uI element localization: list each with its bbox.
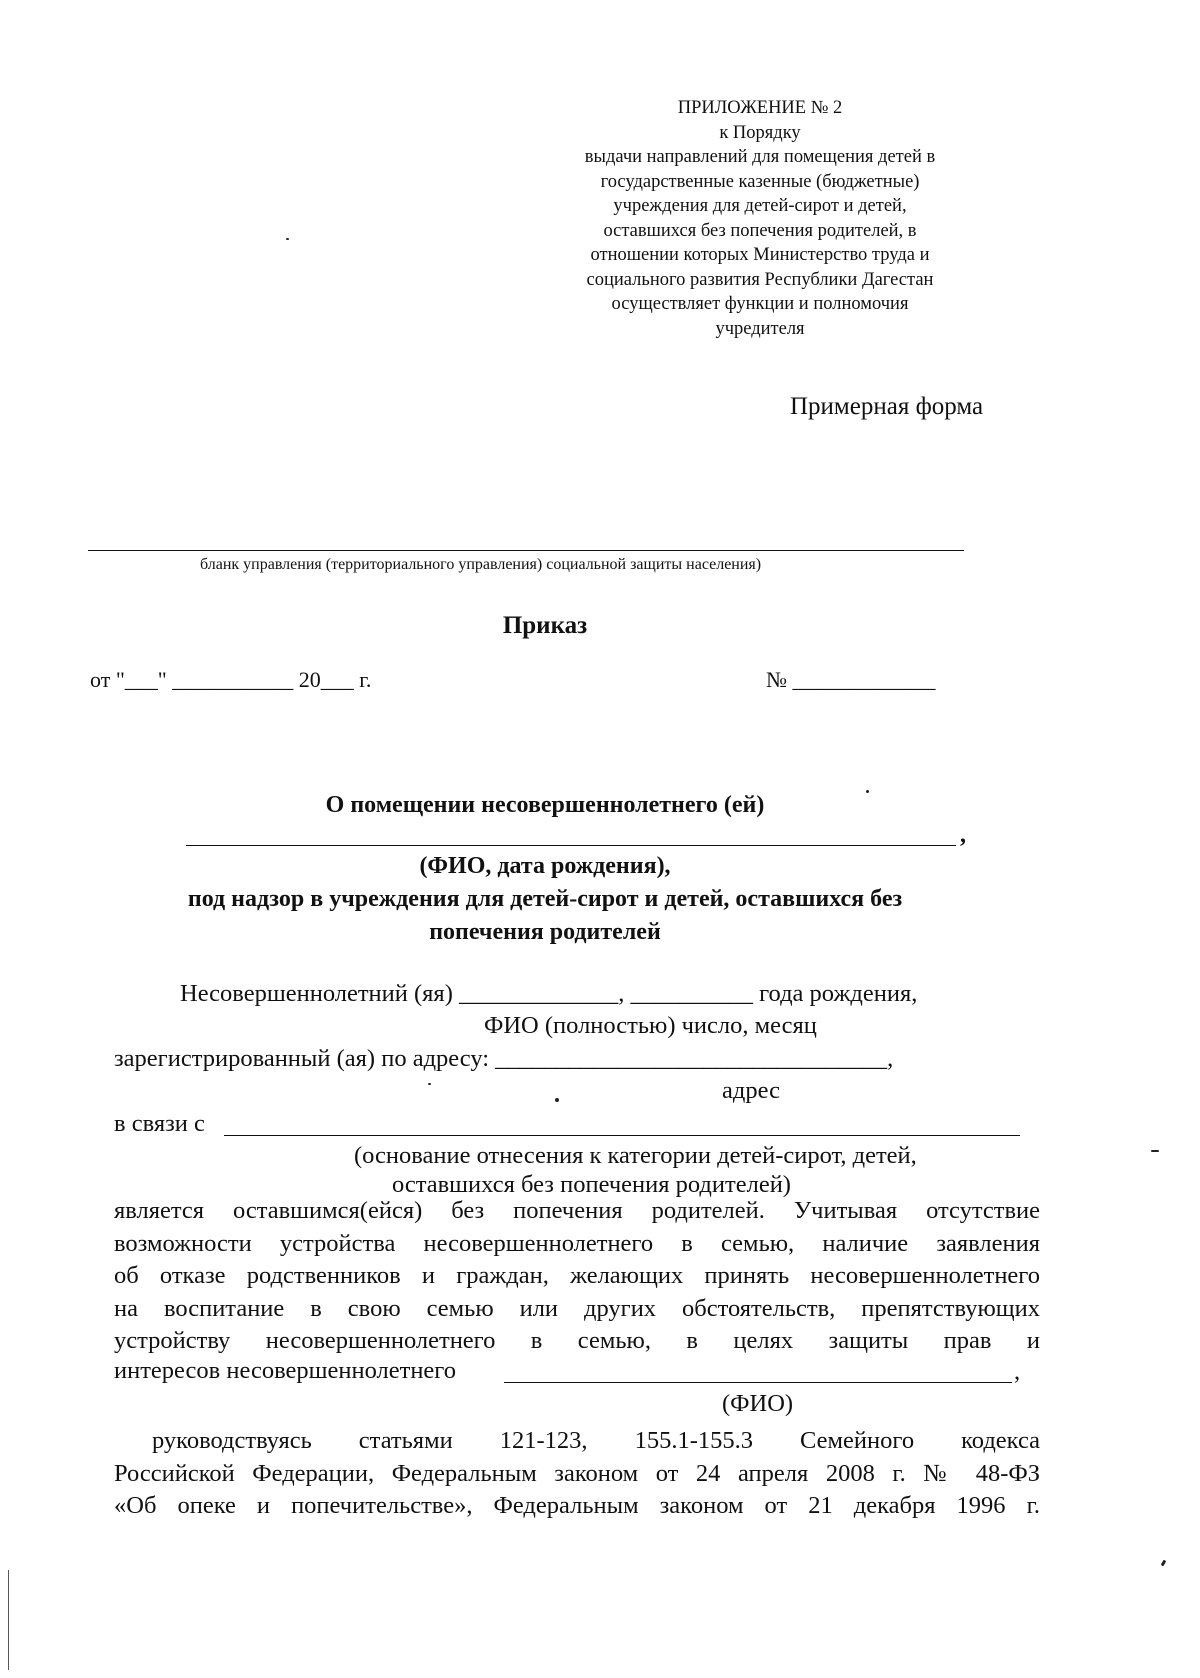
appendix-line: учреждения для детей-сирот и детей, [613,196,907,216]
minor-name-field[interactable]: Несовершеннолетний (яя) _____________, __________ года рождения, [180,980,918,1007]
legal-basis-paragraph [114,1425,1040,1523]
appendix-header [540,96,980,341]
subject-line: попечения родителей [429,919,661,945]
paragraph-line: Российской Федерации, Федеральным законом от 24 апреля 2008 г. № 48-ФЗ [114,1459,1040,1487]
appendix-line: к Порядку [719,122,801,143]
fio-caption: (ФИО) [722,1390,794,1417]
paragraph-line: руководствуясь статьями 121-123, 155.1-155.3 Семейного кодекса [152,1427,1040,1454]
scan-speck [1151,1150,1159,1152]
appendix-line: оставшихся без попечения родителей, в [603,220,917,241]
appendix-line: ПРИЛОЖЕНИЕ № 2 [677,98,843,118]
comma-mark: , [960,822,966,848]
paragraph-line: устройству несовершеннолетнего в семью, в целях защиты прав и [114,1327,1040,1354]
subject-fio-caption: (ФИО, дата рождения), [419,853,671,879]
basis-caption: (основание отнесения к категории детей-сирот, детей, [354,1142,917,1169]
order-number-field[interactable]: № _____________ [766,667,936,692]
scan-speck [555,1098,559,1102]
paragraph-line: является оставшимся(ейся) без попечения родителей. Учитывая отсутствие [114,1197,1040,1224]
appendix-line: социального развития Республики Дагестан [586,269,934,290]
sample-form-label: Примерная форма [790,393,984,420]
basis-label: в связи с [114,1110,205,1137]
interests-fio-field[interactable] [504,1382,1012,1383]
paragraph-line: возможности устройства несовершеннолетнего в семью, наличие заявления [114,1229,1040,1257]
minor-name-caption: ФИО (полностью) число, месяц [484,1012,817,1039]
subject-title: О помещении несовершеннолетнего (ей) [325,792,765,818]
appendix-line: выдачи направлений для помещения детей в [584,147,936,167]
body-paragraph [114,1195,1040,1358]
appendix-line: государственные казенные (бюджетные) [600,171,920,192]
scan-speck [866,790,869,793]
scan-speck [286,238,289,240]
paragraph-line: об отказе родственников и граждан, желающих принять несовершеннолетнего [114,1262,1040,1289]
interests-label: интересов несовершеннолетнего [114,1357,456,1384]
appendix-line: учредителя [715,318,805,339]
scan-margin-line [8,1570,9,1670]
letterhead-rule [88,550,964,551]
address-caption: адрес [722,1077,780,1104]
order-title: Приказ [502,612,588,639]
comma-mark: , [1014,1358,1021,1385]
scan-speck [428,1083,431,1085]
appendix-line: осуществляет функции и полномочия [611,294,909,314]
registered-address-field[interactable]: зарегистрированный (ая) по адресу: ________________________________, [114,1045,894,1072]
child-name-rule[interactable] [186,845,956,846]
paragraph-line: на воспитание в свою семью или других обстоятельств, препятствующих [114,1294,1040,1322]
basis-caption: оставшихся без попечения родителей) [392,1171,791,1198]
letterhead-caption: бланк управления (территориального управления) социальной защиты населения) [200,556,762,573]
scan-speck [1161,1560,1167,1567]
appendix-line: отношении которых Министерство труда и [590,245,930,265]
basis-field[interactable] [224,1135,1020,1136]
subject-line: под надзор в учреждения для детей-сирот и детей, оставшихся без [187,886,903,912]
paragraph-line: «Об опеке и попечительстве», Федеральным законом от 21 декабря 1996 г. [114,1492,1040,1519]
order-date-field[interactable]: от "___" ___________ 20___ г. [90,667,372,692]
